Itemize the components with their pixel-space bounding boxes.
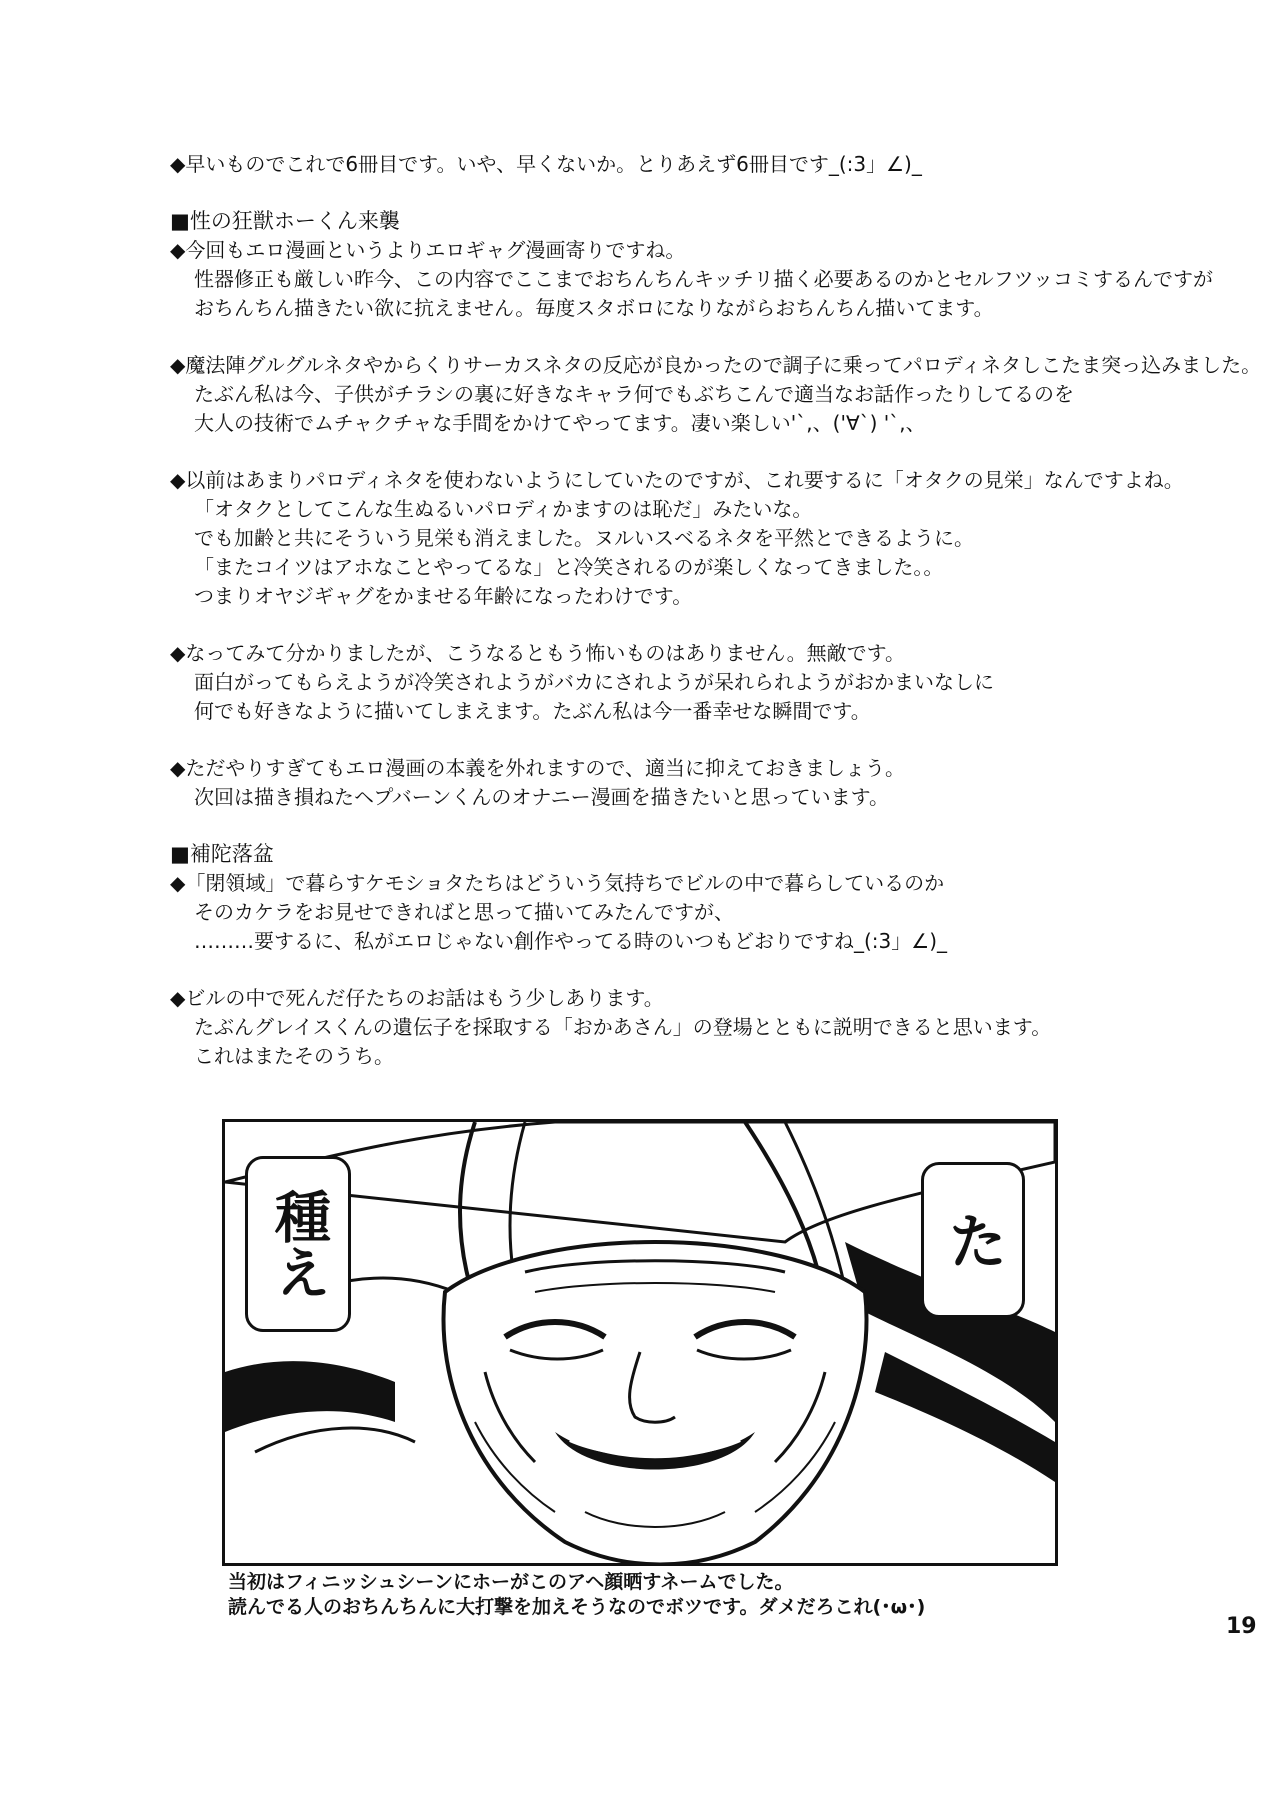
speech-bubble-left-text: 種え [266,1188,331,1300]
caption-line: 読んでる人のおちんちんに大打撃を加えそうなのでボツです。ダメだろこれ(･ω･) [228,1596,926,1618]
paragraph-line: ………要するに、私がエロじゃない創作やってる時のいつもどおりですね_(:3」∠)_ [194,929,947,953]
paragraph-line: おちんちん描きたい欲に抗えません。毎度スタボロになりながらおちんちん描いてます。 [194,296,994,320]
paragraph-line: ◆ビルの中で死んだ仔たちのお話はもう少しあります。 [170,986,664,1010]
paragraph [170,639,1170,726]
page-number: 19 [1226,1614,1257,1639]
afterword-text [170,150,1262,1099]
paragraph-line: 何でも好きなように描いてしまえます。たぶん私は今一番幸せな瞬間です。 [194,699,871,723]
paragraph-line: つまりオヤジギャグをかませる年齢になったわけです。 [194,584,693,608]
paragraph-line: ◆今回もエロ漫画というよりエロギャグ漫画寄りですね。 [170,238,686,262]
section-heading: ■性の狂獣ホーくん来襲 [170,209,400,233]
paragraph-line: たぶんグレイスくんの遺伝子を採取する「おかあさん」の登場とともに説明できると思います。 [194,1015,1052,1039]
paragraph-line: ◆早いものでこれで6冊目です。いや、早くないか。とりあえず6冊目です_(:3」∠)_ [170,152,922,176]
paragraph [170,466,1184,611]
paragraph-line: そのカケラをお見せできればと思って描いてみたんですが、 [194,900,734,924]
paragraph [170,150,1170,179]
paragraph-line: 面白がってもらえようが冷笑されようがバカにされようが呆れられようがおかまいなしに [194,670,994,694]
caption-line: 当初はフィニッシュシーンにホーがこのアヘ顔晒すネームでした。 [228,1571,794,1593]
paragraph [170,984,1170,1071]
paragraph-line: ◆ただやりすぎてもエロ漫画の本義を外れますので、適当に抑えておきましょう。 [170,756,905,780]
manga-panel [222,1119,1058,1566]
paragraph-line: ◆「閉領域」で暮らすケモショタたちはどういう気持ちでビルの中で暮らしているのか [170,871,945,895]
paragraph-line: 「オタクとしてこんな生ぬるいパロディかますのは恥だ」みたいな。 [194,497,813,521]
paragraph-line: 性器修正も厳しい昨今、この内容でここまでおちんちんキッチリ描く必要あるのかとセルフツッコミするんですが [194,267,1213,291]
paragraph [170,869,1170,956]
paragraph [170,236,1213,323]
paragraph-line: 「またコイツはアホなことやってるな」と冷笑されるのが楽しくなってきました。。 [194,555,944,579]
speech-bubble-right-text: た [938,1210,1008,1270]
paragraph-line: ◆なってみて分かりましたが、こうなるともう怖いものはありません。無敵です。 [170,641,905,665]
paragraph-line: たぶん私は今、子供がチラシの裏に好きなキャラ何でもぶちこんで適当なお話作ったりしてるのを [194,382,1074,406]
paragraph-line: これはまたそのうち。 [194,1044,394,1068]
panel-caption [228,1570,1088,1620]
paragraph [170,754,1170,812]
paragraph-line: 次回は描き損ねたヘプバーンくんのオナニー漫画を描きたいと思っています。 [194,785,889,809]
paragraph-line: ◆魔法陣グルグルネタやからくりサーカスネタの反応が良かったので調子に乗ってパロディネタしこたま突っ込みました。 [170,353,1262,377]
paragraph-line: でも加齢と共にそういう見栄も消えました。ヌルいスベるネタを平然とできるように。 [194,526,974,550]
paragraph-line: ◆以前はあまりパロディネタを使わないようにしていたのですが、これ要するに「オタクの見栄」なんですよね。 [170,468,1184,492]
section-heading: ■補陀落盆 [170,842,274,866]
paragraph-line: 大人の技術でムチャクチャな手間をかけてやってます。凄い楽しい'`,、('∀`) '`,、 [194,411,926,435]
speech-bubble-left [245,1156,351,1332]
paragraph [170,351,1262,438]
speech-bubble-right [921,1162,1025,1318]
